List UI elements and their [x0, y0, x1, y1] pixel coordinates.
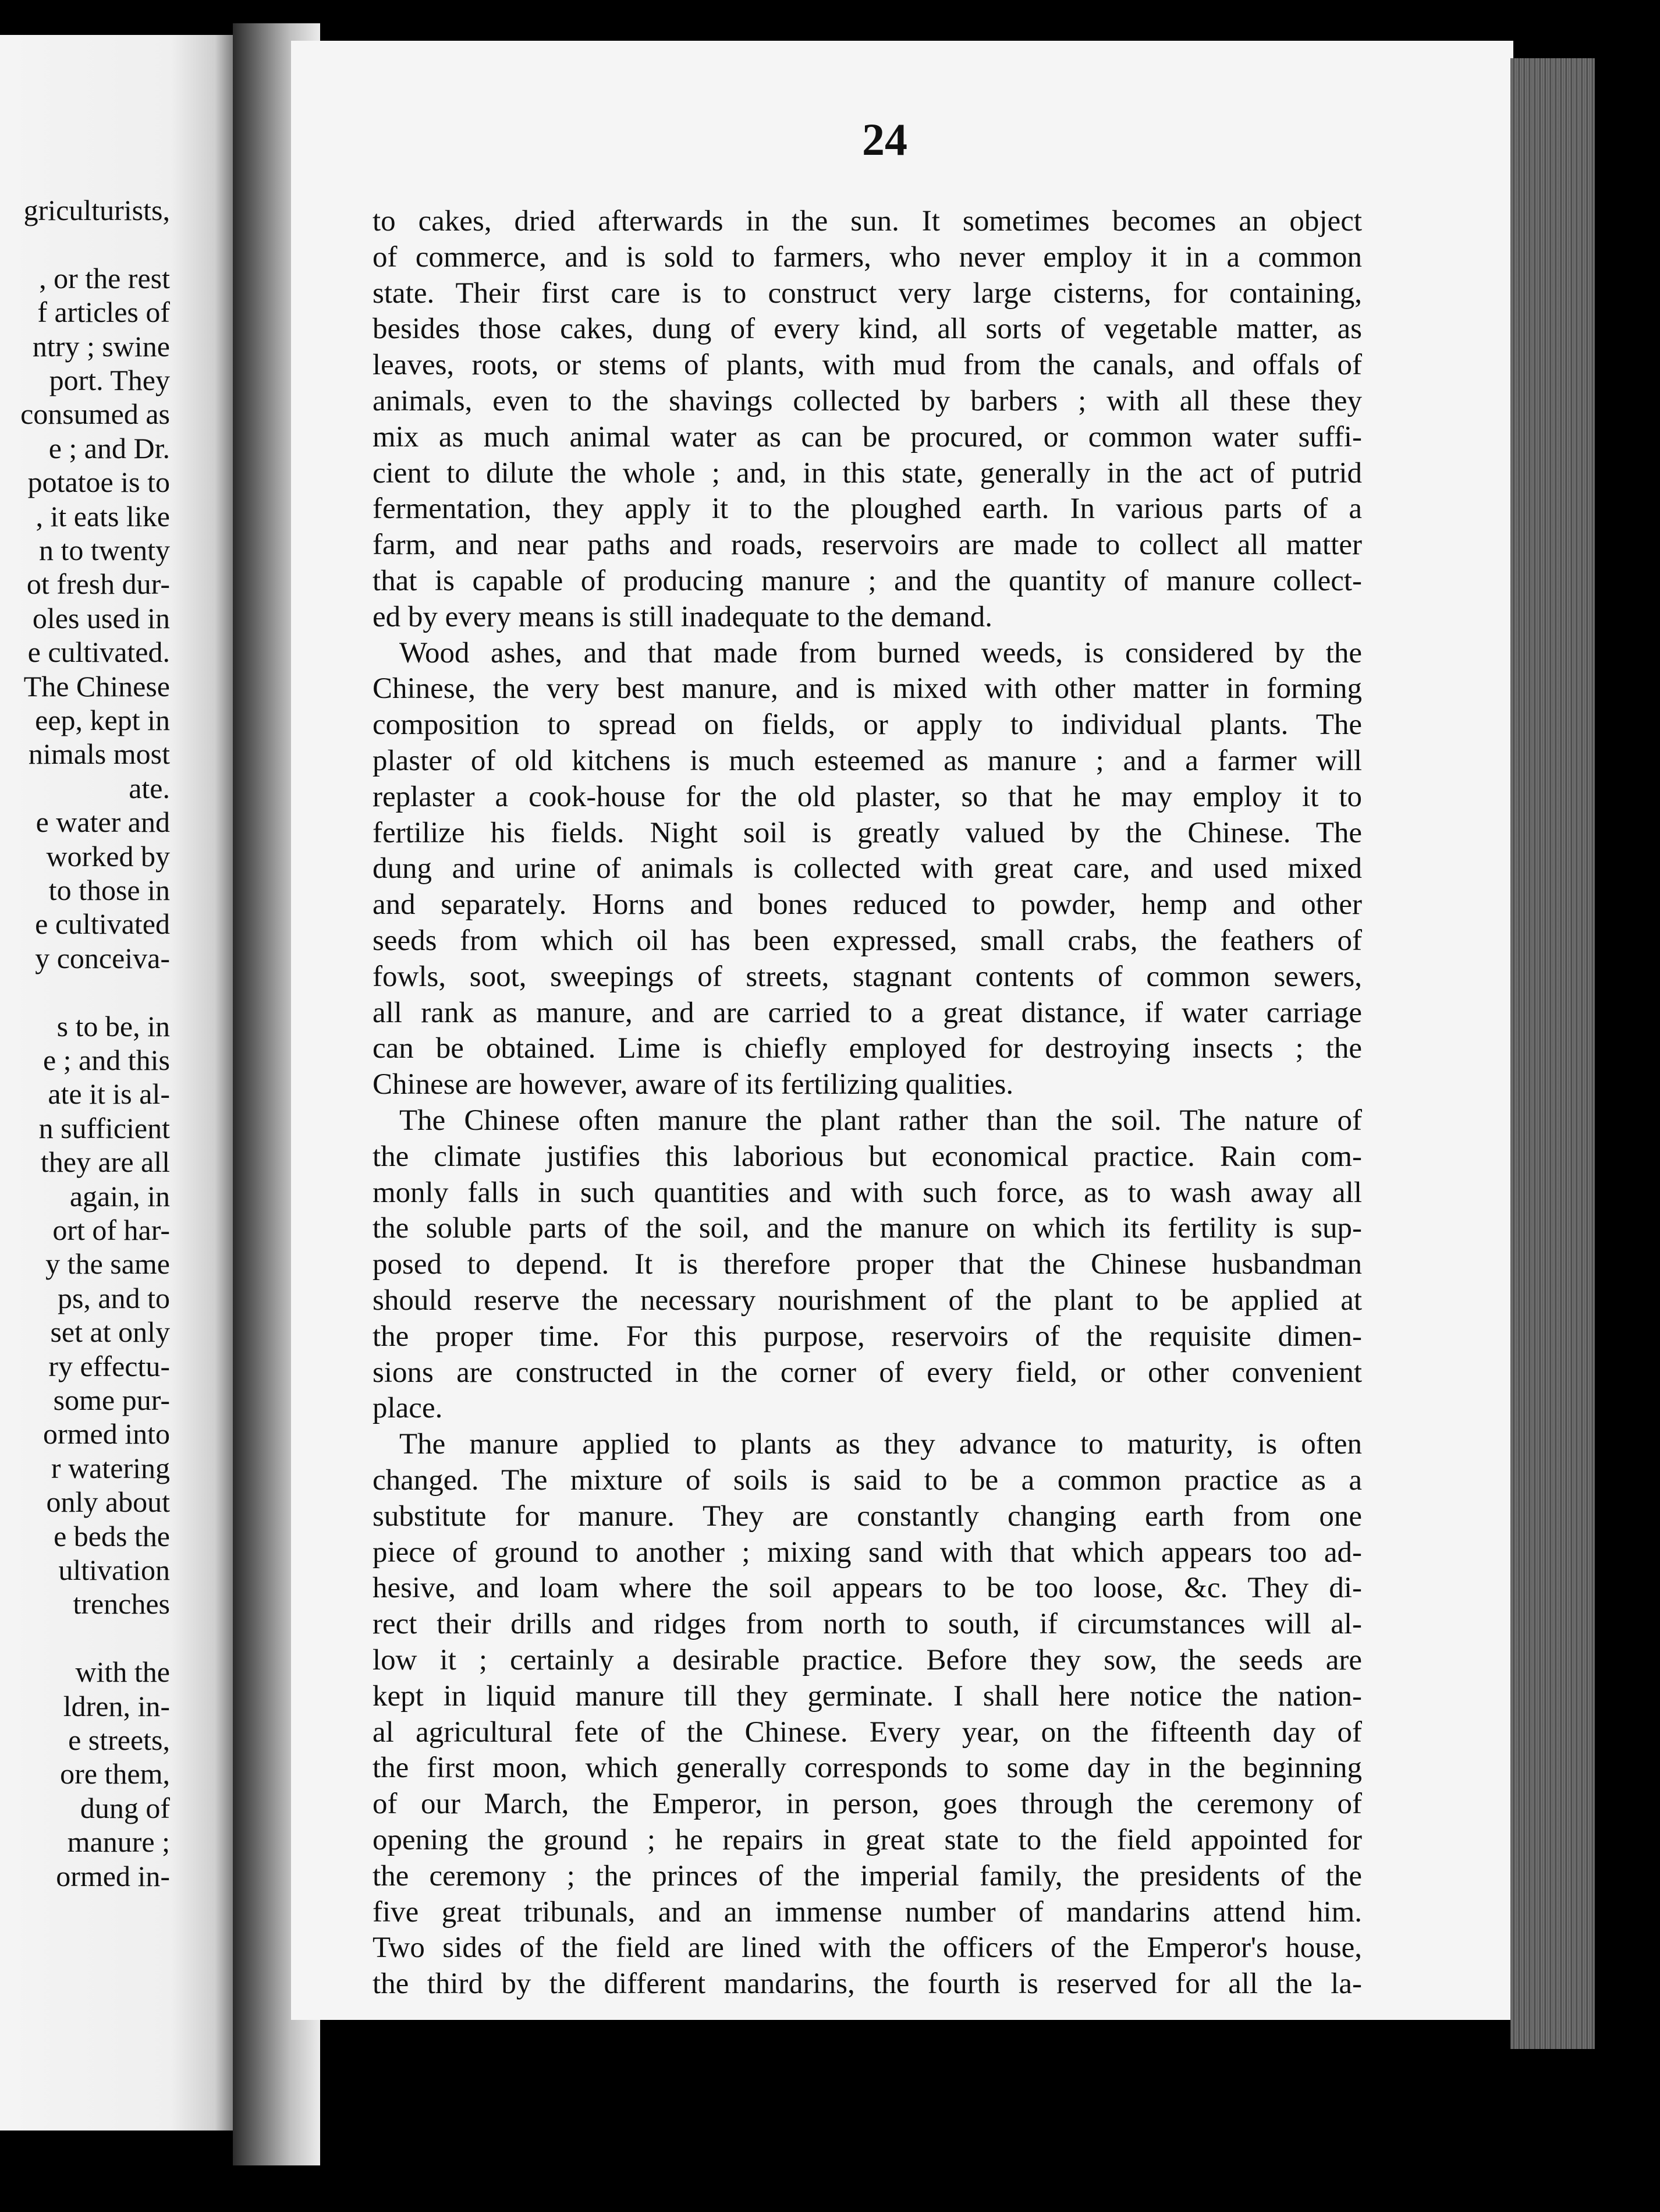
text-line: and separately. Horns and bones reduced to powder, hemp and other [373, 888, 1362, 921]
text-line: kept in liquid manure till they germinate. I shall here notice the nation- [373, 1679, 1362, 1713]
text-line: place. [373, 1392, 443, 1425]
text-line: Chinese, the very best manure, and is mixed with other matter in forming [373, 672, 1362, 706]
left-page-line: n to twenty [39, 534, 170, 566]
text-line: besides those cakes, dung of every kind, all sorts of vegetable matter, as [373, 313, 1362, 346]
text-line: changed. The mixture of soils is said to be a common practice as a [373, 1464, 1362, 1497]
text-line: of our March, the Emperor, in person, goes through the ceremony of [373, 1788, 1362, 1821]
text-line: Two sides of the field are lined with the officers of the Emperor's house, [373, 1931, 1362, 1965]
left-page-line: ate it is al- [48, 1077, 170, 1111]
text-line: the third by the different mandarins, the fourth is reserved for all the la- [373, 1968, 1362, 2001]
text-line: posed to depend. It is therefore proper that the Chinese husbandman [373, 1248, 1362, 1281]
left-page-line: y conceiva- [35, 941, 170, 974]
text-line: should reserve the necessary nourishment of the plant to be applied at [373, 1284, 1362, 1317]
left-page-line: ormed in- [56, 1859, 170, 1892]
text-line: all rank as manure, and are carried to a great distance, if water carriage [373, 996, 1362, 1029]
text-line: substitute for manure. They are constantly changing earth from one [373, 1500, 1362, 1533]
left-page-line: ldren, in- [63, 1689, 170, 1722]
page-number: 24 [862, 114, 907, 165]
text-line: the climate justifies this laborious but economical practice. Rain com- [373, 1140, 1362, 1173]
left-page-line: , or the rest [39, 261, 170, 295]
text-line: that is capable of producing manure ; and the quantity of manure collect- [373, 565, 1362, 597]
text-line: monly falls in such quantities and with such force, as to wash away all [373, 1176, 1362, 1209]
text-line: to cakes, dried afterwards in the sun. It sometimes becomes an object [373, 205, 1362, 237]
left-page-line: they are all [40, 1146, 170, 1179]
text-line: the first moon, which generally corresponds to some day in the beginning [373, 1752, 1362, 1785]
page-edges [1510, 58, 1595, 2049]
text-line: fermentation, they apply it to the ploughed earth. In various parts of a [373, 492, 1362, 526]
left-page-line: only about [46, 1486, 170, 1519]
left-page-line: eep, kept in [35, 704, 170, 736]
left-page-line: some pur- [53, 1384, 170, 1416]
left-page-line: ore them, [60, 1757, 170, 1791]
left-page-line: trenches [73, 1587, 170, 1621]
left-page-line: again, in [69, 1179, 170, 1213]
text-line: plaster of old kitchens is much esteemed as manure ; and a farmer will [373, 745, 1362, 777]
left-page-line: e water and [36, 806, 170, 839]
left-page-line: with the [75, 1656, 170, 1689]
left-page-line: e cultivated [35, 908, 170, 941]
left-page-line: griculturists, [23, 194, 170, 226]
left-page-line: ate. [129, 771, 170, 804]
text-line: Wood ashes, and that made from burned weeds, is considered by the [399, 636, 1362, 669]
left-page-text-column [0, 193, 170, 2056]
left-facing-page [0, 35, 244, 2131]
left-page-line: ot fresh dur- [26, 568, 170, 601]
text-line: rect their drills and ridges from north to south, if circumstances will al- [373, 1608, 1362, 1641]
left-page-line: consumed as [20, 398, 170, 431]
text-line: piece of ground to another ; mixing sand with that which appears too ad- [373, 1536, 1362, 1569]
left-page-line: ry effectu- [48, 1349, 170, 1383]
text-line: mix as much animal water as can be procured, or common water suffi- [373, 420, 1362, 453]
text-line: seeds from which oil has been expressed, small crabs, the feathers of [373, 924, 1362, 957]
left-page-line: nimals most [28, 738, 170, 771]
text-line: fowls, soot, sweepings of streets, stagnant contents of common sewers, [373, 960, 1362, 993]
left-page-line: y the same [45, 1247, 170, 1281]
text-line: can be obtained. Lime is chiefly employed for destroying insects ; the [373, 1032, 1362, 1065]
text-line: fertilize his fields. Night soil is greatly valued by the Chinese. The [373, 816, 1362, 849]
left-page-line: worked by [46, 839, 170, 873]
text-line: The Chinese often manure the plant rather than the soil. The nature of [399, 1104, 1362, 1137]
left-page-line: potatoe is to [27, 466, 170, 499]
text-line: leaves, roots, or stems of plants, with mud from the canals, and offals of [373, 349, 1362, 382]
left-page-line: ultivation [58, 1554, 170, 1586]
left-page-line: e ; and Dr. [48, 431, 170, 465]
text-line: The manure applied to plants as they advance to maturity, is often [399, 1428, 1362, 1461]
text-line: dung and urine of animals is collected with great care, and used mixed [373, 852, 1362, 885]
left-page-line: oles used in [32, 601, 170, 634]
text-line: replaster a cook-house for the old plaster, so that he may employ it to [373, 780, 1362, 813]
text-line: ed by every means is still inadequate to the demand. [373, 600, 993, 633]
text-line: opening the ground ; he repairs in great state to the field appointed for [373, 1824, 1362, 1856]
left-page-line: , it eats like [36, 499, 170, 533]
text-line: the proper time. For this purpose, reservoirs of the requisite dimen- [373, 1320, 1362, 1353]
left-page-line: manure ; [67, 1825, 170, 1859]
text-line: state. Their first care is to construct very large cisterns, for containing, [373, 276, 1362, 310]
left-page-line: e ; and this [42, 1044, 170, 1076]
left-page-line: s to be, in [56, 1009, 170, 1043]
text-line: the ceremony ; the princes of the imperial family, the presidents of the [373, 1859, 1362, 1892]
text-line: the soluble parts of the soil, and the manure on which its fertility is sup- [373, 1212, 1362, 1245]
text-line: of commerce, and is sold to farmers, who never employ it in a common [373, 240, 1362, 274]
text-line: composition to spread on fields, or apply to individual plants. The [373, 708, 1362, 742]
left-page-line: f articles of [37, 296, 170, 329]
left-page-line: port. They [49, 364, 170, 396]
text-line: animals, even to the shavings collected by barbers ; with all these they [373, 385, 1362, 417]
text-line: Chinese are however, aware of its fertilizing qualities. [373, 1068, 1014, 1101]
left-page-line: The Chinese [23, 669, 170, 703]
left-page-line: e cultivated. [27, 636, 170, 669]
text-line: sions are constructed in the corner of every field, or other convenient [373, 1356, 1362, 1389]
text-line: al agricultural fete of the Chinese. Every year, on the fifteenth day of [373, 1715, 1362, 1749]
left-page-line: ntry ; swine [32, 329, 170, 363]
left-page-line: set at only [50, 1316, 170, 1349]
left-page-line: to those in [48, 874, 170, 906]
left-page-line: n sufficient [38, 1111, 170, 1144]
text-line: hesive, and loam where the soil appears to be too loose, &c. They di- [373, 1572, 1362, 1605]
left-page-line: ps, and to [57, 1281, 170, 1314]
text-line: farm, and near paths and roads, reservoirs are made to collect all matter [373, 529, 1362, 562]
left-page-line: e beds the [54, 1519, 170, 1552]
left-page-line: e streets, [68, 1724, 170, 1756]
left-page-line: ormed into [42, 1417, 170, 1451]
left-page-line: ort of har- [52, 1214, 170, 1246]
text-line: five great tribunals, and an immense number of mandarins attend him. [373, 1895, 1362, 1929]
left-page-line: dung of [80, 1791, 170, 1824]
text-line: cient to dilute the whole ; and, in this state, generally in the act of putrid [373, 456, 1362, 490]
left-page-line: r watering [51, 1451, 170, 1484]
text-line: low it ; certainly a desirable practice. Before they sow, the seeds are [373, 1644, 1362, 1676]
